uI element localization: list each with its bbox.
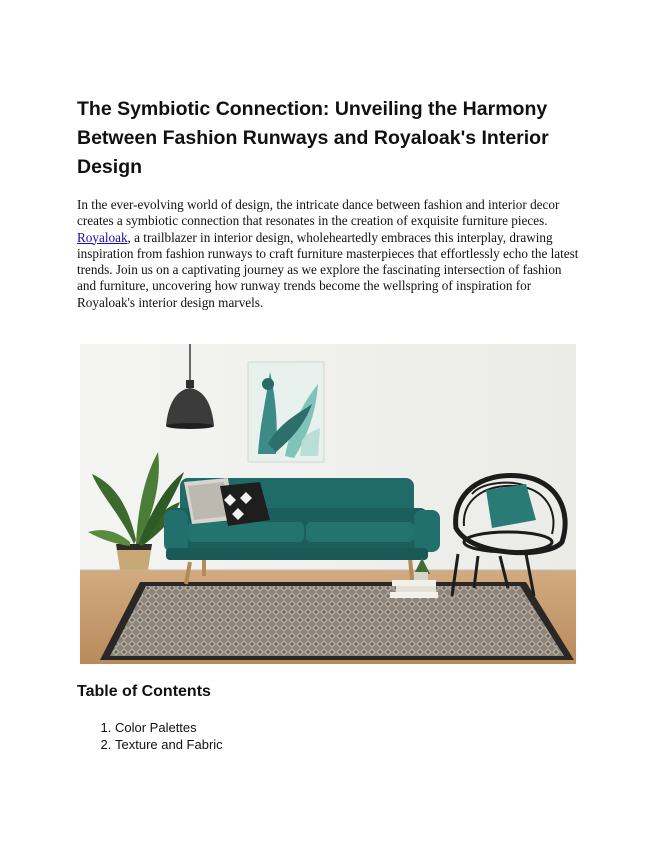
rug-icon bbox=[100, 582, 574, 660]
royaloak-link[interactable]: Royaloak bbox=[77, 229, 128, 245]
toc-heading: Table of Contents bbox=[77, 683, 211, 700]
article-title: The Symbiotic Connection: Unveiling the Harmony Between Fashion Runways and Royaloak's Interior Design bbox=[77, 98, 549, 178]
wall-art-icon bbox=[248, 362, 324, 462]
toc-item-color-palettes[interactable]: 1. Color Palettes bbox=[115, 719, 223, 736]
living-room-image bbox=[80, 344, 576, 664]
cushion-icon bbox=[184, 478, 270, 526]
intro-paragraph bbox=[77, 197, 582, 311]
intro-text-before-link: In the ever-evolving world of design, the intricate dance between fashion and interior decor creates a symbiotic connection that resonates in the creation of exquisite furniture pieces. bbox=[77, 197, 560, 229]
intro-text-after-link: , a trailblazer in interior design, wholeheartedly embraces this interplay, drawing inspiration from fashion runways to craft furniture masterpieces that effortlessly echo the latest trends. Join us on a captivating journey as we explore the fascinating intersection of fashion and furniture, uncovering how runway trends become the wellspring of inspiration for Royaloak's interior design marvels. bbox=[77, 229, 579, 310]
toc-list bbox=[77, 719, 223, 753]
toc-item-texture-and-fabric[interactable]: 2. Texture and Fabric bbox=[115, 736, 223, 753]
